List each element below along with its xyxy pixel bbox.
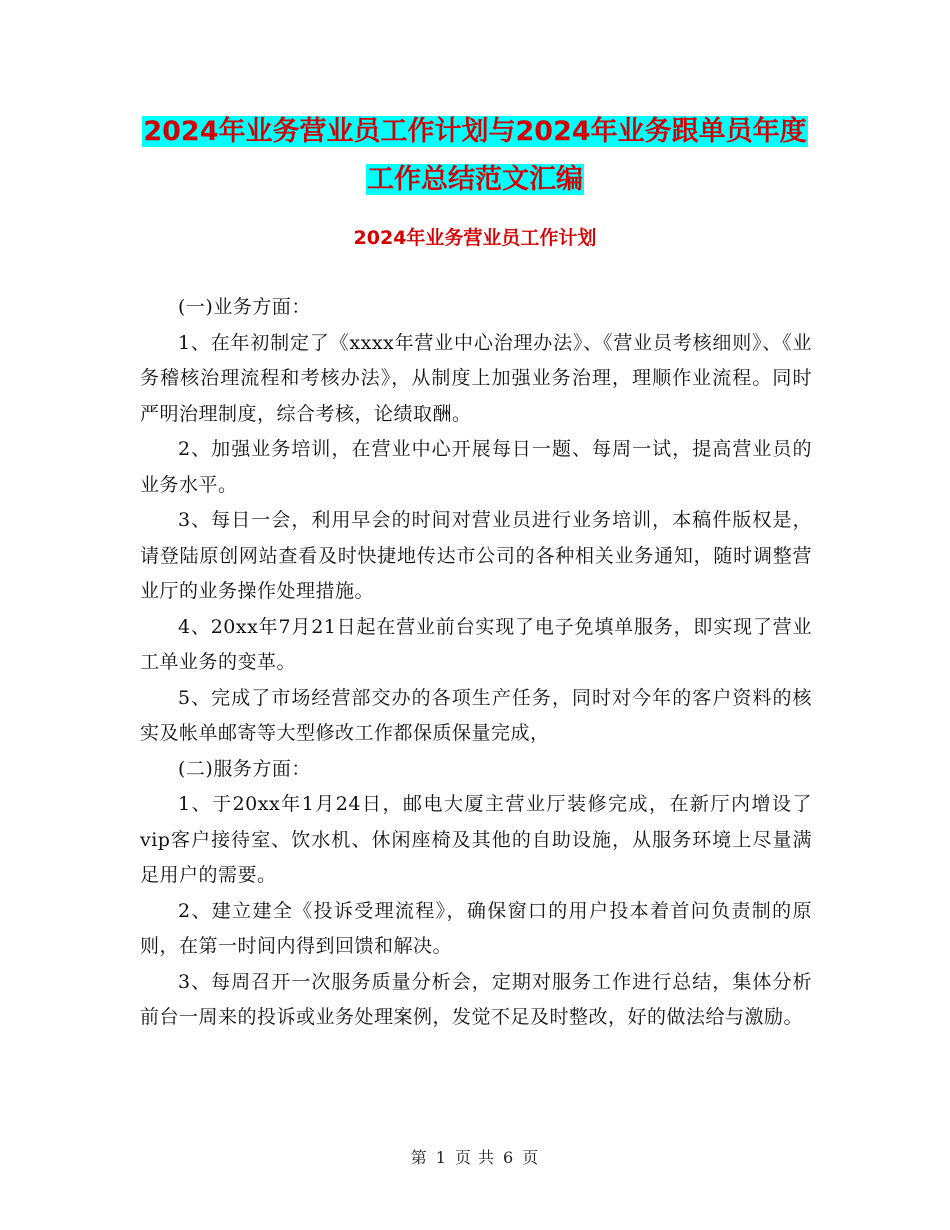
page-footer (0, 1146, 950, 1170)
paragraph: (一)业务方面： (178, 296, 311, 318)
page-number: 1 (435, 1148, 447, 1167)
footer-prefix: 第 (410, 1148, 428, 1167)
footer-middle: 页 共 (454, 1148, 496, 1167)
section-title: 2024年业务营业员工作计划 (353, 227, 597, 249)
footer-suffix: 页 (522, 1148, 540, 1167)
paragraph: 2、加强业务培训，在营业中心开展每日一题、每周一试，提高营业员的业务水平。 (140, 438, 812, 496)
document-title (0, 108, 950, 204)
document-title-line-1: 2024年业务营业员工作计划与2024年业务跟单员年度 (143, 116, 807, 147)
paragraph: 3、每周召开一次服务质量分析会，定期对服务工作进行总结，集体分析前台一周来的投诉或业务处理案例，发觉不足及时整改，好的做法给与激励。 (140, 970, 812, 1028)
paragraph: 3、每日一会，利用早会的时间对营业员进行业务培训，本稿件版权是，请登陆原创网站查看及时快捷地传达市公司的各种相关业务通知，随时调整营业厅的业务操作处理措施。 (140, 509, 812, 602)
document-body (140, 290, 812, 1036)
paragraph: 4、20xx年7月21日起在营业前台实现了电子免填单服务，即实现了营业工单业务的变革。 (140, 615, 812, 673)
paragraph: 1、在年初制定了《xxxx年营业中心治理办法》、《营业员考核细则》、《业务稽核治理流程和考核办法》，从制度上加强业务治理，理顺作业流程。同时严明治理制度，综合考核，论绩取酬。 (140, 331, 812, 425)
paragraph: 2、建立建全《投诉受理流程》，确保窗口的用户投本着首问负责制的原则，在第一时间内得到回馈和解决。 (140, 899, 812, 957)
paragraph: (二)服务方面： (178, 757, 311, 780)
page-total: 6 (503, 1148, 515, 1167)
paragraph: 1、于20xx年1月24日，邮电大厦主营业厅装修完成，在新厅内增设了vip客户接待室、饮水机、休闲座椅及其他的自助设施，从服务环境上尽量满足用户的需要。 (140, 793, 812, 886)
paragraph: 5、完成了市场经营部交办的各项生产任务，同时对今年的客户资料的核实及帐单邮寄等大型修改工作都保质保量完成， (140, 686, 812, 744)
document-title-line-2: 工作总结范文汇编 (367, 164, 583, 195)
